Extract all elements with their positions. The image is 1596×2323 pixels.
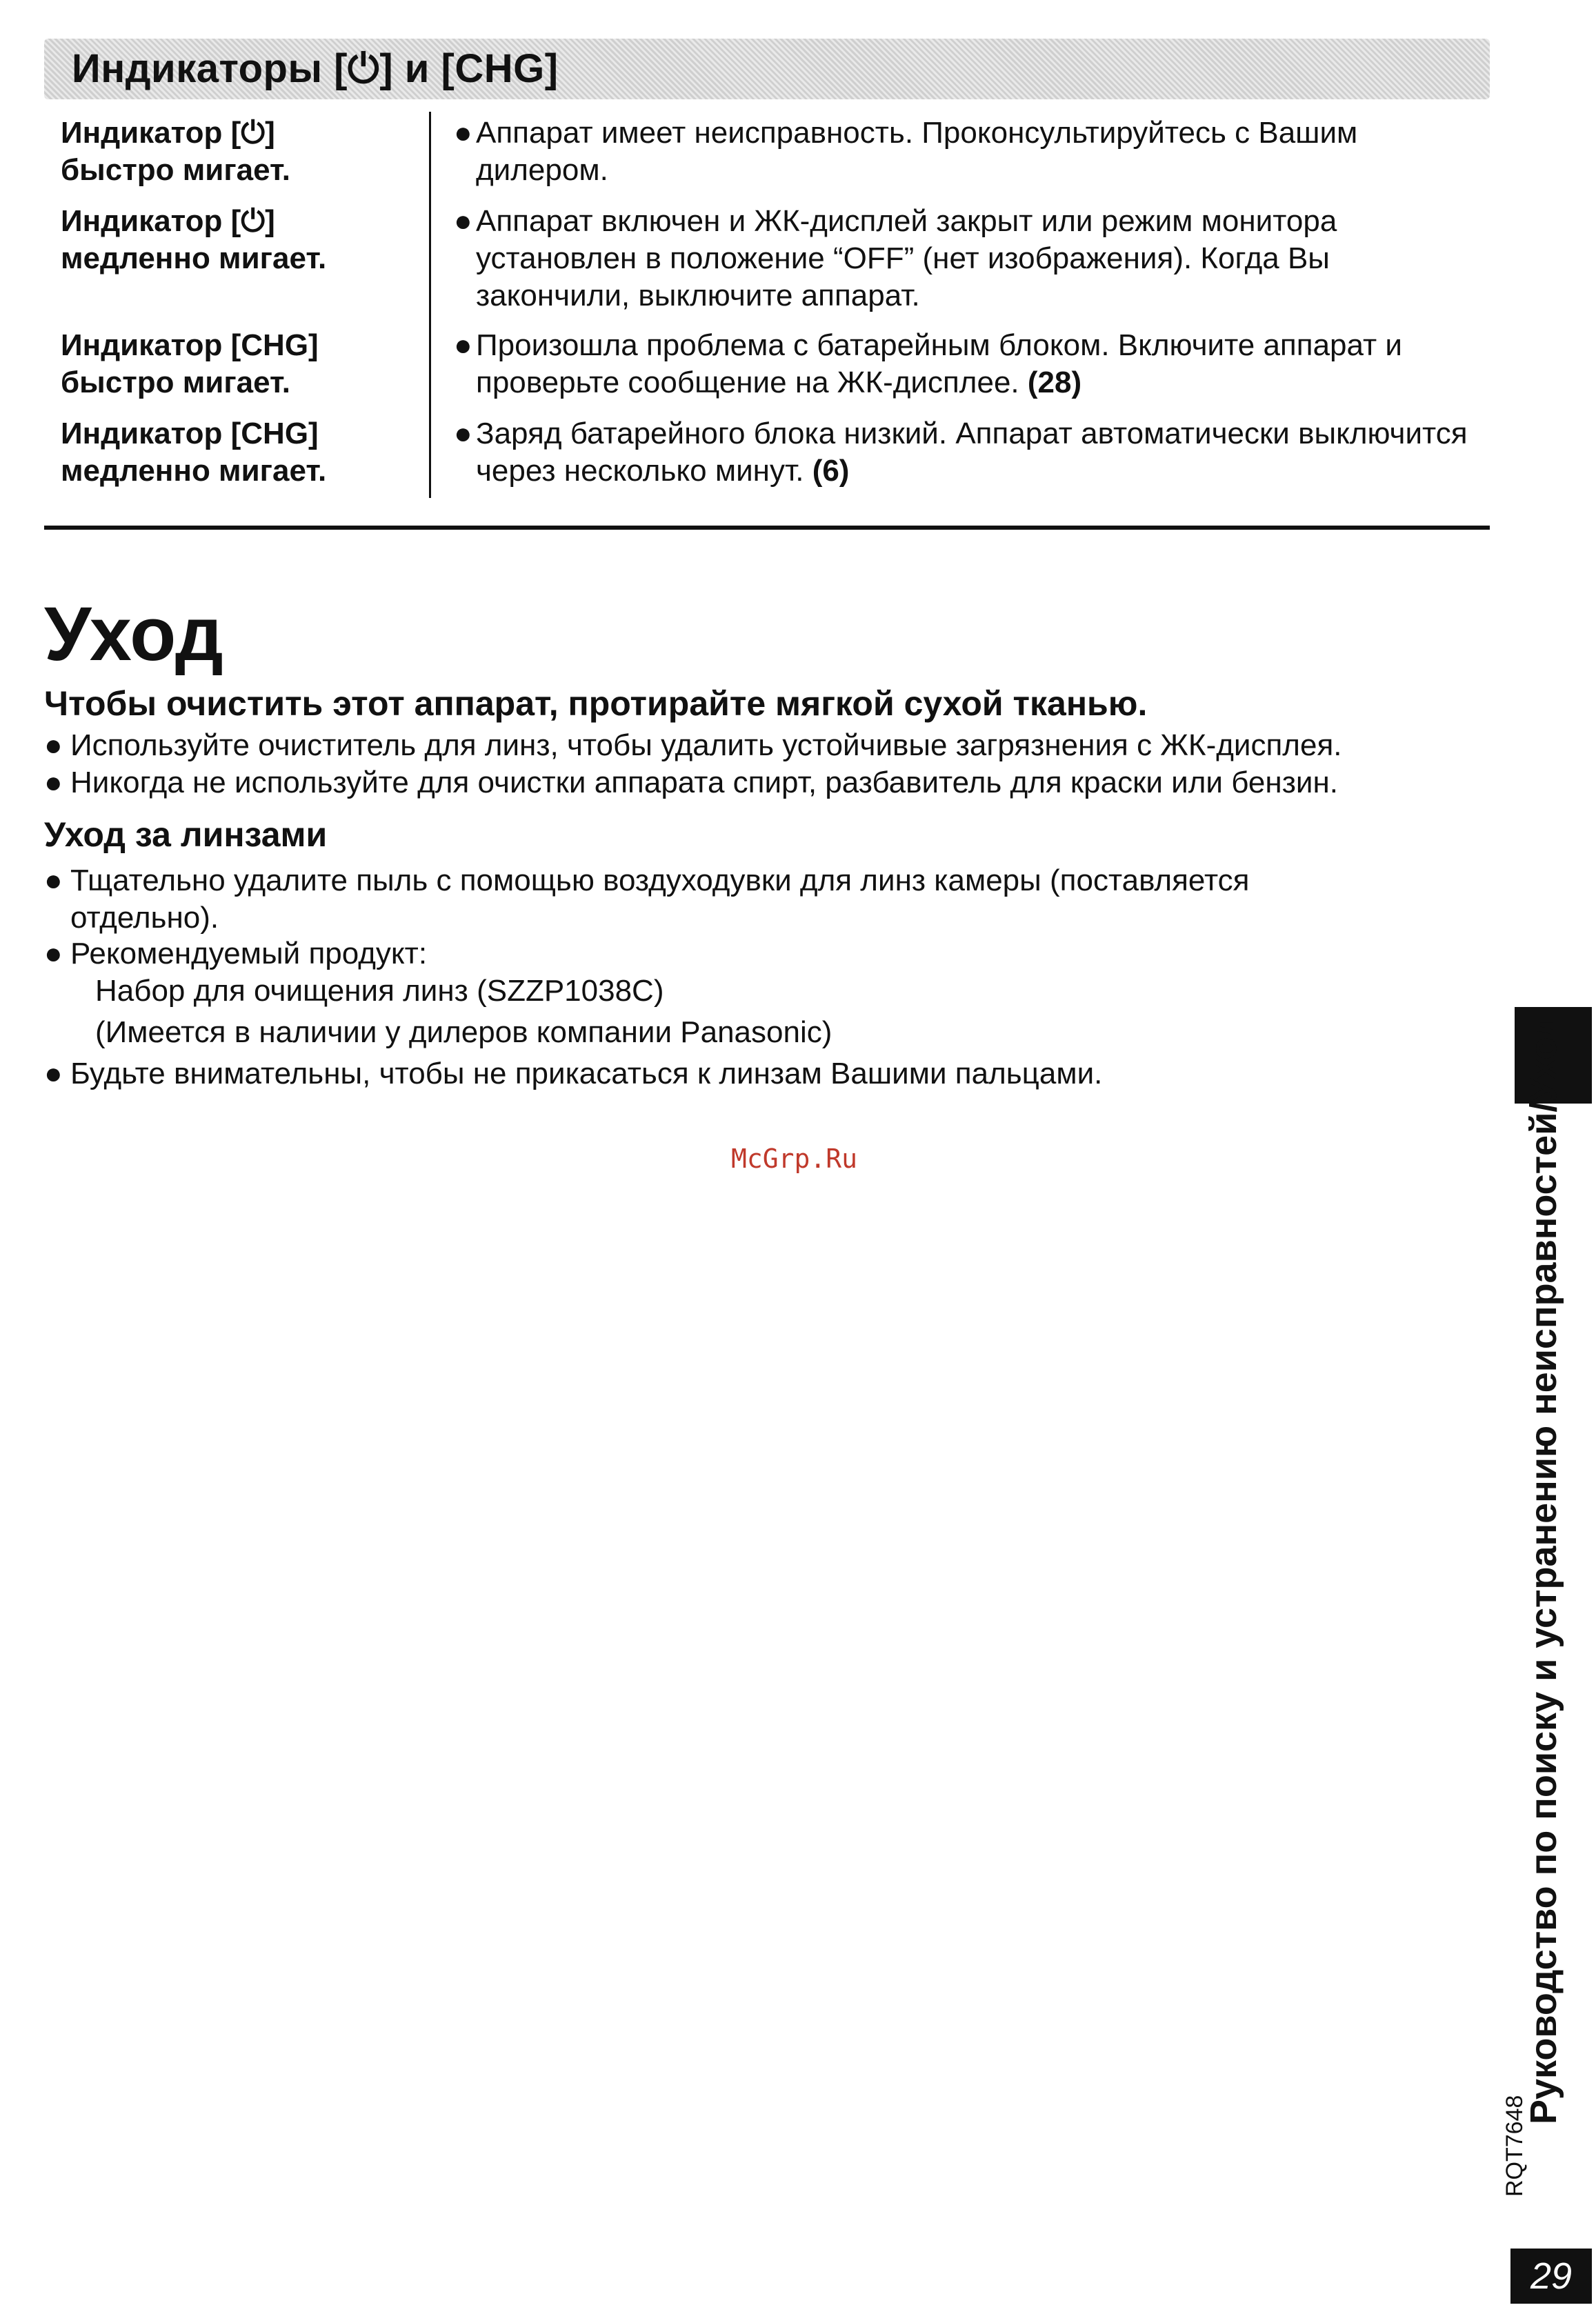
list-item [44,862,1355,937]
care-heading: Уход [44,592,223,677]
list-item-text: Будьте внимательны, чтобы не прикасаться к линзам Вашими пальцами. [70,1057,1103,1090]
bullet-icon: ● [454,417,472,450]
list-item [44,764,1424,801]
section-rule [44,526,1490,530]
indicator-label: Индикатор [CHG] быстро мигает. [61,328,319,399]
indicator-label: Индикатор [CHG] медленно мигает. [61,417,327,488]
side-section-title: Руководство по поиску и устранению неисправностей/Уход [1523,1014,1564,2124]
indicator-label: Индикатор [⏻] медленно мигает. [61,204,327,275]
list-item [44,1055,1424,1093]
care-subtitle: Чтобы очистить этот аппарат, протирайте мягкой сухой тканью. [44,684,1148,723]
lens-care-heading: Уход за линзами [44,815,328,854]
product-name: Набор для очищения линз (SZZP1038C) [95,974,664,1008]
section-title: Индикаторы [⏻] и [CHG] [72,46,559,91]
indicator-description [454,114,1488,189]
page-number: 29 [1530,2255,1573,2297]
watermark: McGrp.Ru [731,1144,858,1174]
indicator-text: Заряд батарейного блока низкий. Аппарат автоматически выключится через несколько минут. [476,417,1468,488]
indicator-label: Индикатор [⏻] быстро мигает. [61,116,290,187]
page-reference: (28) [1027,366,1082,399]
bullet-icon: ● [44,864,63,897]
indicator-description [454,203,1488,315]
indicator-description [454,415,1488,490]
bullet-icon: ● [454,116,472,150]
bullet-icon: ● [454,204,472,238]
table-divider [429,112,431,498]
list-item-text: Используйте очиститель для линз, чтобы удалить устойчивые загрязнения с ЖК-дисплея. [70,728,1342,762]
indicator-text: Аппарат имеет неисправность. Проконсультируйтесь с Вашим дилером. [476,116,1358,187]
list-item [44,935,1424,973]
indicator-text: Аппарат включен и ЖК-дисплей закрыт или режим монитора установлен в положение “OFF” (нет изображения). Когда Вы закончили, выключите аппарат. [476,204,1337,312]
bullet-icon: ● [454,328,472,362]
list-item [44,727,1424,764]
bullet-icon: ● [44,766,63,799]
list-item-text: Тщательно удалите пыль с помощью воздуходувки для линз камеры (поставляется отдельно). [70,864,1250,935]
bullet-icon: ● [44,937,63,970]
list-item-text: Никогда не используйте для очистки аппарата спирт, разбавитель для краски или бензин. [70,766,1338,799]
list-item-text: Рекомендуемый продукт: [70,937,428,970]
indicator-text: Произошла проблема с батарейным блоком. Включите аппарат и проверьте сообщение на ЖК-дисплее. [476,328,1402,399]
bullet-icon: ● [44,728,63,762]
product-availability: (Имеется в наличии у дилеров компании Panasonic) [95,1015,832,1049]
page-reference: (6) [812,454,850,488]
document-code: RQT7648 [1502,2095,1528,2197]
bullet-icon: ● [44,1057,63,1090]
indicator-description [454,327,1488,401]
